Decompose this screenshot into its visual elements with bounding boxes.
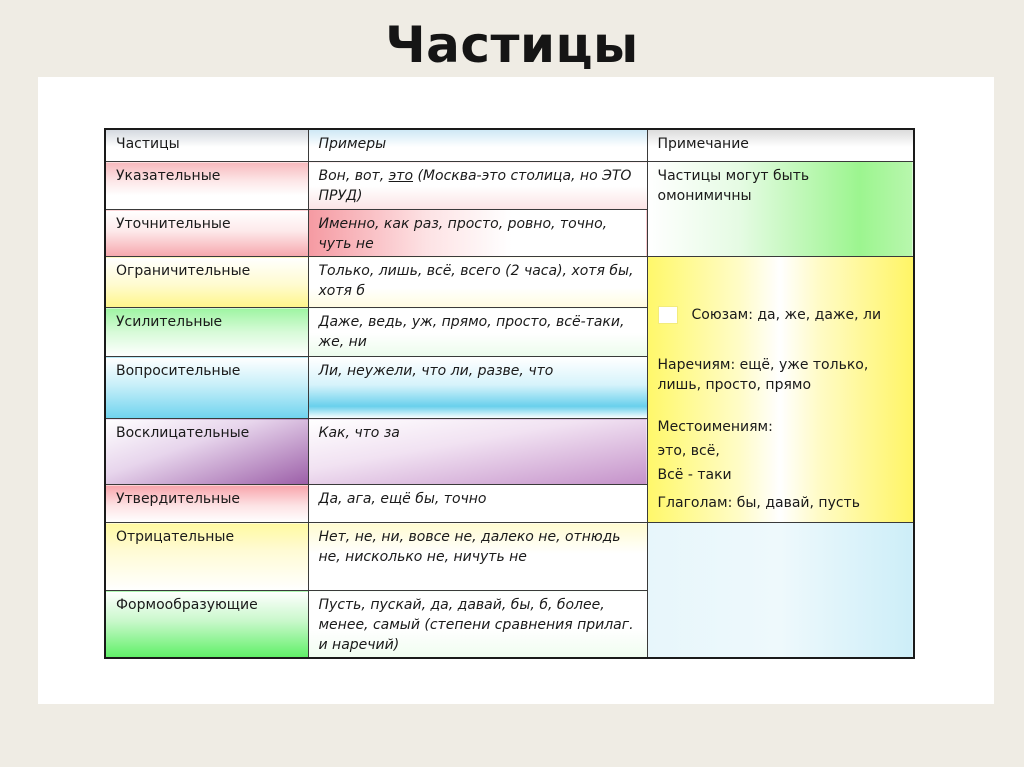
note-pronouns-line2: Всё - таки [657, 467, 732, 483]
particle-type: Вопросительные [105, 357, 308, 419]
header-examples: Примеры [308, 129, 647, 162]
header-note: Примечание [647, 129, 914, 162]
particle-type: Восклицательные [105, 419, 308, 485]
particle-examples: Именно, как раз, просто, ровно, точно, чуть не [308, 210, 647, 257]
examples-prefix: Вон, вот, [318, 168, 389, 184]
particle-examples: Пусть, пускай, да, давай, бы, б, более, менее, самый (степени сравнения прилаг. и наречий) [308, 591, 647, 659]
header-type: Частицы [105, 129, 308, 162]
note-homonymy-text: Частицы могут быть омонимичны [657, 168, 810, 204]
particle-examples: Ли, неужели, что ли, разве, что [308, 357, 647, 419]
particle-type: Формообразующие [105, 591, 308, 659]
particle-type: Указательные [105, 162, 308, 210]
particle-examples [308, 162, 647, 210]
particle-examples: Нет, не, ни, вовсе не, далеко не, отнюдь не, нисколько не, ничуть не [308, 523, 647, 591]
table-row [105, 162, 914, 210]
note-empty [647, 523, 914, 659]
particle-examples: Как, что за [308, 419, 647, 485]
particle-type: Ограничительные [105, 257, 308, 308]
note-conjunctions-text: Союзам: да, же, даже, ли [691, 307, 882, 323]
particle-type: Уточнительные [105, 210, 308, 257]
note-conjunctions [658, 305, 904, 325]
note-pronouns-label: Местоимениям: [657, 419, 773, 435]
particle-examples: Да, ага, ещё бы, точно [308, 485, 647, 523]
examples-suffix: (Москва-это столица, но ЭТО ПРУД) [318, 168, 632, 204]
note-pronouns-line1: это, всё, [657, 443, 720, 459]
table-header-row [105, 129, 914, 162]
note-spacer [658, 261, 904, 305]
particle-type: Отрицательные [105, 523, 308, 591]
table-row [105, 523, 914, 591]
yellow-marker-icon [658, 306, 678, 324]
examples-highlight: это [388, 168, 414, 184]
slide-title: Частицы [385, 16, 639, 74]
note-homonyms-list [647, 257, 914, 523]
note-adverbs: Наречиям: ещё, уже только, лишь, просто, прямо [657, 357, 869, 393]
particles-table [104, 128, 915, 659]
note-verbs: Глаголам: бы, давай, пусть [657, 495, 860, 511]
table-row [105, 257, 914, 308]
note-homonymy [647, 162, 914, 257]
particle-type: Утвердительные [105, 485, 308, 523]
particle-type: Усилительные [105, 308, 308, 357]
particle-examples: Даже, ведь, уж, прямо, просто, всё-таки, же, ни [308, 308, 647, 357]
particle-examples: Только, лишь, всё, всего (2 часа), хотя бы, хотя б [308, 257, 647, 308]
